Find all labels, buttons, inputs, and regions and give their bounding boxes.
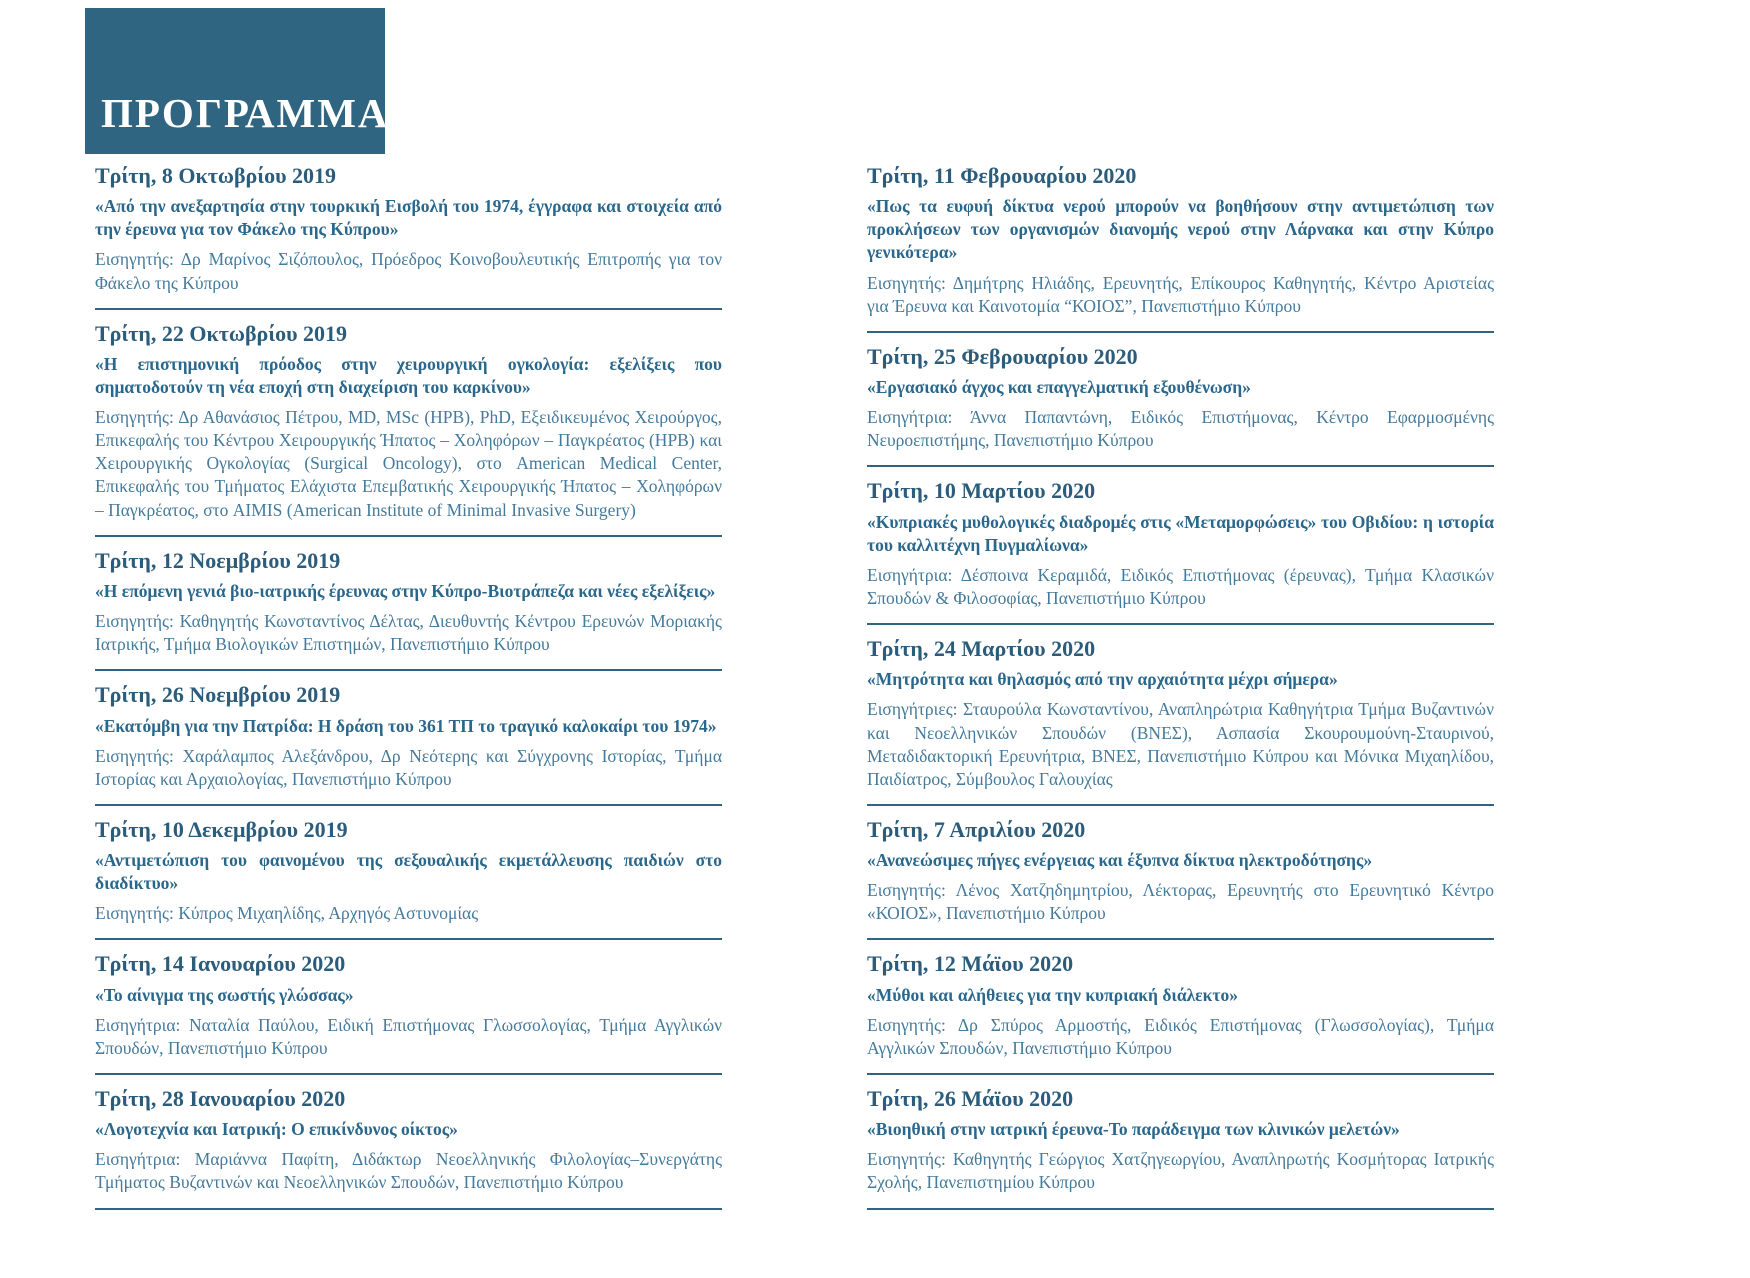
- program-header-box: [85, 8, 390, 154]
- event-date: Τρίτη, 14 Ιανουαρίου 2020: [95, 951, 346, 977]
- event-date: Τρίτη, 22 Οκτωβρίου 2019: [95, 320, 348, 346]
- event-date: Τρίτη, 11 Φεβρουαρίου 2020: [867, 163, 1137, 188]
- event-speaker: Εισηγήτρια: Άννα Παπαντώνη, Ειδικός Επιστήμονας, Κέντρο Εφαρμοσμένης Νευροεπιστήμης, Πανεπιστήμιο Κύπρου: [867, 407, 1494, 451]
- event-date: Τρίτη, 26 Νοεμβρίου 2019: [95, 682, 341, 708]
- event-title: «Κυπριακές μυθολογικές διαδρομές στις «Μεταμορφώσεις» του Οβιδίου: η ιστορία του καλλιτέχνη Πυγμαλίωνα»: [867, 511, 1494, 555]
- event-date: Τρίτη, 12 Νοεμβρίου 2019: [95, 547, 341, 573]
- event-date: Τρίτη, 7 Απριλίου 2020: [867, 816, 1086, 842]
- event-speaker: Εισηγητής: Χαράλαμπος Αλεξάνδρου, Δρ Νεότερης και Σύγχρονης Ιστορίας, Τμήμα Ιστορίας και Αρχαιολογίας, Πανεπιστήμιο Κύπρου: [95, 745, 722, 789]
- event-entry: [95, 671, 722, 806]
- event-entry: [95, 537, 722, 672]
- event-title: «Ανανεώσιμες πήγες ενέργειας και έξυπνα δίκτυα ηλεκτροδότησης»: [867, 850, 1373, 871]
- event-title: «Πως τα ευφυή δίκτυα νερού μπορούν να βοηθήσουν στην αντιμετώπιση των προκλήσεων των οργανισμών διανομής νερού στην Λάρνακα και στην Κύπρο γενικότερα»: [867, 196, 1494, 263]
- page-title: ΠΡΟΓΡΑΜΜΑ: [101, 90, 390, 136]
- event-entry: [95, 152, 722, 310]
- event-entry: [95, 310, 722, 537]
- program-columns: [95, 152, 1494, 1210]
- event-entry: [867, 940, 1494, 1075]
- event-date: Τρίτη, 10 Μαρτίου 2020: [867, 478, 1096, 504]
- event-speaker: Εισηγητής: Δρ Μαρίνος Σιζόπουλος, Πρόεδρος Κοινοβουλευτικής Επιτροπής για τον Φάκελο της Κύπρου: [95, 249, 722, 293]
- event-title: «Εργασιακό άγχος και επαγγελματική εξουθένωση»: [867, 377, 1251, 398]
- event-speaker: Εισηγητής: Δημήτρης Ηλιάδης, Ερευνητής, Επίκουρος Καθηγητής, Κέντρο Αριστείας για Έρευνα και Καινοτομία “ΚΟΙΟΣ”, Πανεπιστήμιο Κύπρου: [867, 272, 1494, 316]
- event-title: «Από την ανεξαρτησία στην τουρκική Εισβολή του 1974, έγγραφα και στοιχεία από την έρευνα για τον Φάκελο της Κύπρου»: [95, 196, 722, 240]
- event-speaker: Εισηγήτριες: Σταυρούλα Κωνσταντίνου, Αναπληρώτρια Καθηγήτρια Τμήμα Βυζαντινών και Νεοελληνικών Σπουδών (ΒΝΕΣ), Ασπασία Σκουρουμούνη-Σταυρινού, Μεταδιδακτορική Ερευνήτρια, ΒΝΕΣ, Πανεπιστήμιο Κύπρου και Μόνικα Μιχαηλίδου, Παιδίατρος, Σύμβουλος Γαλουχίας: [867, 699, 1494, 789]
- event-entry: [95, 1075, 722, 1210]
- event-title: «Βιοηθική στην ιατρική έρευνα-Το παράδειγμα των κλινικών μελετών»: [867, 1119, 1400, 1140]
- event-speaker: Εισηγητής: Κύπρος Μιχαηλίδης, Αρχηγός Αστυνομίας: [95, 903, 479, 924]
- event-title: «Μητρότητα και θηλασμός από την αρχαιότητα μέχρι σήμερα»: [867, 669, 1338, 690]
- event-date: Τρίτη, 10 Δεκεμβρίου 2019: [95, 816, 348, 842]
- event-speaker: Εισηγητής: Δρ Αθανάσιος Πέτρου, MD, MSc (HPB), PhD, Εξειδικευμένος Χειρούργος, Επικεφαλής του Κέντρου Χειρουργικής Ήπατος – Χοληφόρων – Παγκρέατος (HPB) και Χειρουργικής Ογκολογίας (Surgical Oncology), στο American Medical Center, Επικεφαλής του Τμήματος Ελάχιστα Επεμβατικής Χειρουργικής Ήπατος – Χοληφόρων – Παγκρέατος, στο AIMIS (American Institute of Minimal Invasive Surgery): [95, 407, 722, 520]
- event-speaker: Εισηγητής: Δρ Σπύρος Αρμοστής, Ειδικός Επιστήμονας (Γλωσσολογίας), Τμήμα Αγγλικών Σπουδών, Πανεπιστήμιο Κύπρου: [867, 1014, 1494, 1058]
- event-title: «Λογοτεχνία και Ιατρική: Ο επικίνδυνος οίκτος»: [95, 1119, 458, 1140]
- event-date: Τρίτη, 25 Φεβρουαρίου 2020: [867, 343, 1138, 369]
- event-title: «Η επιστημονική πρόοδος στην χειρουργική ογκολογία: εξελίξεις που σηματοδοτούν τη νέα εποχή στη διαχείριση του καρκίνου»: [95, 353, 722, 398]
- event-entry: [867, 625, 1494, 806]
- event-entry: [867, 152, 1494, 333]
- event-date: Τρίτη, 24 Μαρτίου 2020: [867, 636, 1096, 662]
- event-title: «Η επόμενη γενιά βιο-ιατρικής έρευνας στην Κύπρο-Βιοτράπεζα και νέες εξελίξεις»: [95, 580, 716, 601]
- event-speaker: Εισηγητής: Λένος Χατζηδημητρίου, Λέκτορας, Ερευνητής στο Ερευνητικό Κέντρο «ΚΟΙΟΣ», Πανεπιστήμιο Κύπρου: [867, 880, 1494, 924]
- event-date: Τρίτη, 12 Μάϊου 2020: [867, 951, 1074, 977]
- event-entry: [867, 467, 1494, 625]
- event-entry: [95, 806, 722, 941]
- event-date: Τρίτη, 8 Οκτωβρίου 2019: [95, 163, 337, 188]
- event-title: «Μύθοι και αλήθειες για την κυπριακή διάλεκτο»: [867, 984, 1238, 1005]
- event-speaker: Εισηγήτρια: Ναταλία Παύλου, Ειδική Επιστήμονας Γλωσσολογίας, Τμήμα Αγγλικών Σπουδών, Πανεπιστήμιο Κύπρου: [95, 1014, 722, 1058]
- event-title: «Εκατόμβη για την Πατρίδα: Η δράση του 361 ΤΠ το τραγικό καλοκαίρι του 1974»: [95, 715, 717, 736]
- event-title: «Το αίνιγμα της σωστής γλώσσας»: [95, 984, 354, 1005]
- event-entry: [867, 806, 1494, 941]
- event-speaker: Εισηγήτρια: Μαριάννα Παφίτη, Διδάκτωρ Νεοελληνικής Φιλολογίας–Συνεργάτης Τμήματος Βυζαντινών και Νεοελληνικών Σπουδών, Πανεπιστήμιο Κύπρου: [95, 1149, 722, 1193]
- event-speaker: Εισηγητής: Καθηγητής Κωνσταντίνος Δέλτας, Διευθυντής Κέντρου Ερευνών Μοριακής Ιατρικής, Τμήμα Βιολογικών Επιστημών, Πανεπιστήμιο Κύπρου: [95, 611, 722, 655]
- event-speaker: Εισηγητής: Καθηγητής Γεώργιος Χατζηγεωργίου, Αναπληρωτής Κοσμήτορας Ιατρικής Σχολής, Πανεπιστημίου Κύπρου: [867, 1149, 1494, 1193]
- event-entry: [867, 1075, 1494, 1210]
- left-column: [95, 152, 722, 1210]
- right-column: [867, 152, 1494, 1210]
- event-date: Τρίτη, 28 Ιανουαρίου 2020: [95, 1085, 346, 1111]
- event-entry: [867, 333, 1494, 468]
- event-entry: [95, 940, 722, 1075]
- event-date: Τρίτη, 26 Μάϊου 2020: [867, 1085, 1074, 1111]
- event-speaker: Εισηγήτρια: Δέσποινα Κεραμιδά, Ειδικός Επιστήμονας (έρευνας), Τμήμα Κλασικών Σπουδών & Φιλοσοφίας, Πανεπιστήμιο Κύπρου: [867, 564, 1494, 608]
- event-title: «Αντιμετώπιση του φαινομένου της σεξουαλικής εκμετάλλευσης παιδιών στο διαδίκτυο»: [95, 850, 722, 894]
